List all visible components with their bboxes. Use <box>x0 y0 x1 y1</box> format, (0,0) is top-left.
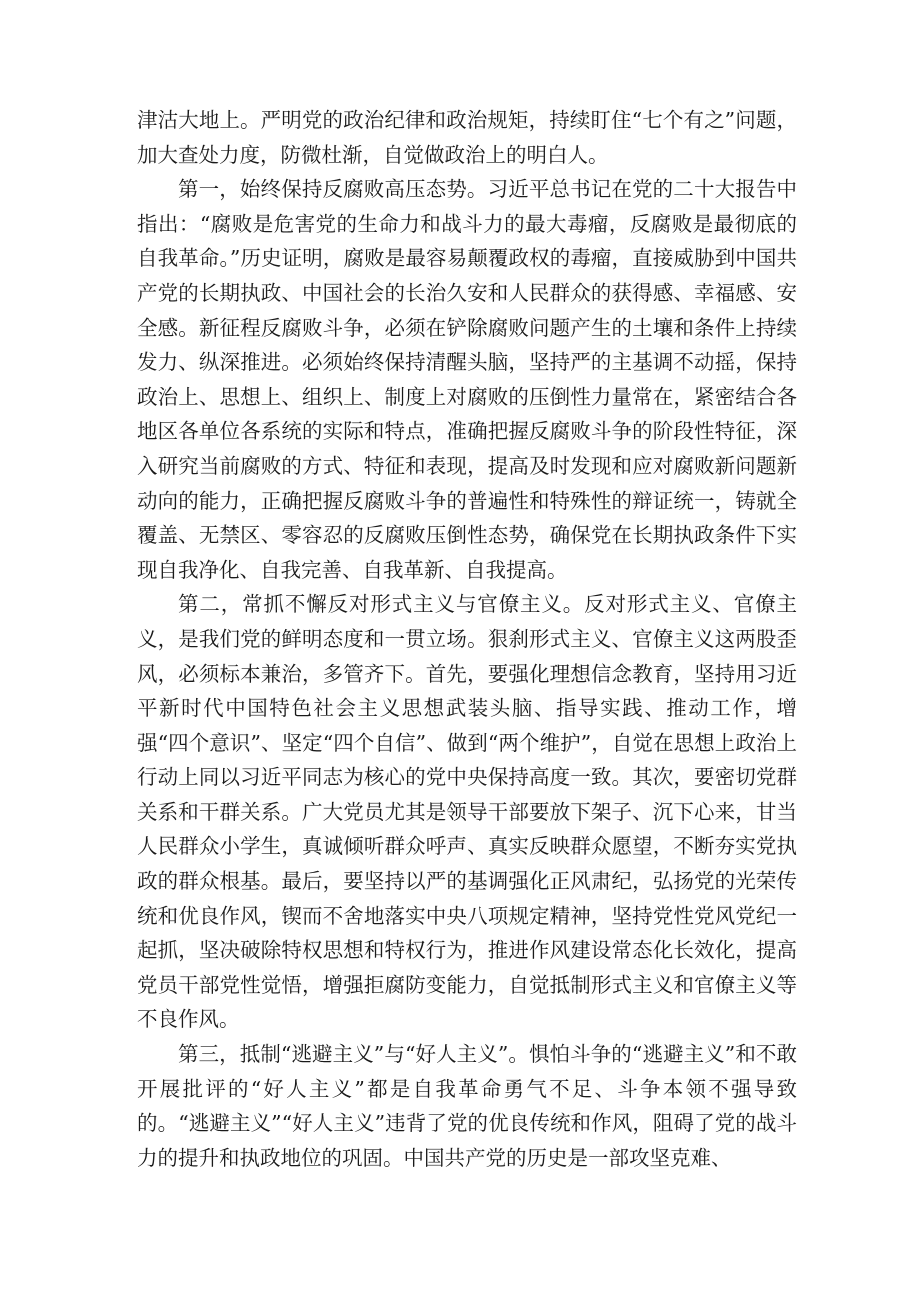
paragraph-first-point: 第一，始终保持反腐败高压态势。习近平总书记在党的二十大报告中指出：“腐败是危害党的生命力和战斗力的最大毒瘤，反腐败是最彻底的自我革命。”历史证明，腐败是最容易颠覆政权的毒瘤，直接威胁到中国共产党的长期执政、中国社会的长治久安和人民群众的获得感、幸福感、安全感。新征程反腐败斗争，必须在铲除腐败问题产生的土壤和条件上持续发力、纵深推进。必须始终保持清醒头脑，坚持严的主基调不动摇，保持政治上、思想上、组织上、制度上对腐败的压倒性力量常在，紧密结合各地区各单位各系统的实际和特点，准确把握反腐败斗争的阶段性特征，深入研究当前腐败的方式、特征和表现，提高及时发现和应对腐败新问题新动向的能力，正确把握反腐败斗争的普遍性和特殊性的辩证统一，铸就全覆盖、无禁区、零容忍的反腐败压倒性态势，确保党在长期执政条件下实现自我净化、自我完善、自我革新、自我提高。 <box>137 177 797 582</box>
paragraph-second-point: 第二，常抓不懈反对形式主义与官僚主义。反对形式主义、官僚主义，是我们党的鲜明态度和一贯立场。狠刹形式主义、官僚主义这两股歪风，必须标本兼治，多管齐下。首先，要强化理想信念教育，坚持用习近平新时代中国特色社会主义思想武装头脑、指导实践、推动工作，增强“四个意识”、坚定“四个自信”、做到“两个维护”，自觉在思想上政治上行动上同以习近平同志为核心的党中央保持高度一致。其次，要密切党群关系和干群关系。广大党员尤其是领导干部要放下架子、沉下心来，甘当人民群众小学生，真诚倾听群众呼声、真实反映群众愿望，不断夯实党执政的群众根基。最后，要坚持以严的基调强化正风肃纪，弘扬党的光荣传统和优良作风，锲而不舍地落实中央八项规定精神，坚持党性党风党纪一起抓，坚决破除特权思想和特权行为，推进作风建设常态化长效化，提高党员干部党性觉悟，增强拒腐防变能力，自觉抵制形式主义和官僚主义等不良作风。 <box>137 592 797 1032</box>
paragraph-continuation: 津沽大地上。严明党的政治纪律和政治规矩，持续盯住“七个有之”问题，加大查处力度，防微杜渐，自觉做政治上的明白人。 <box>137 108 797 167</box>
document-body <box>137 103 797 1175</box>
paragraph-third-point: 第三，抵制“逃避主义”与“好人主义”。惧怕斗争的“逃避主义”和不敢开展批评的“好人主义”都是自我革命勇气不足、斗争本领不强导致的。“逃避主义”“好人主义”违背了党的优良传统和作风，阻碍了党的战斗力的提升和执政地位的巩固。中国共产党的历史是一部攻坚克难、 <box>137 1042 797 1170</box>
